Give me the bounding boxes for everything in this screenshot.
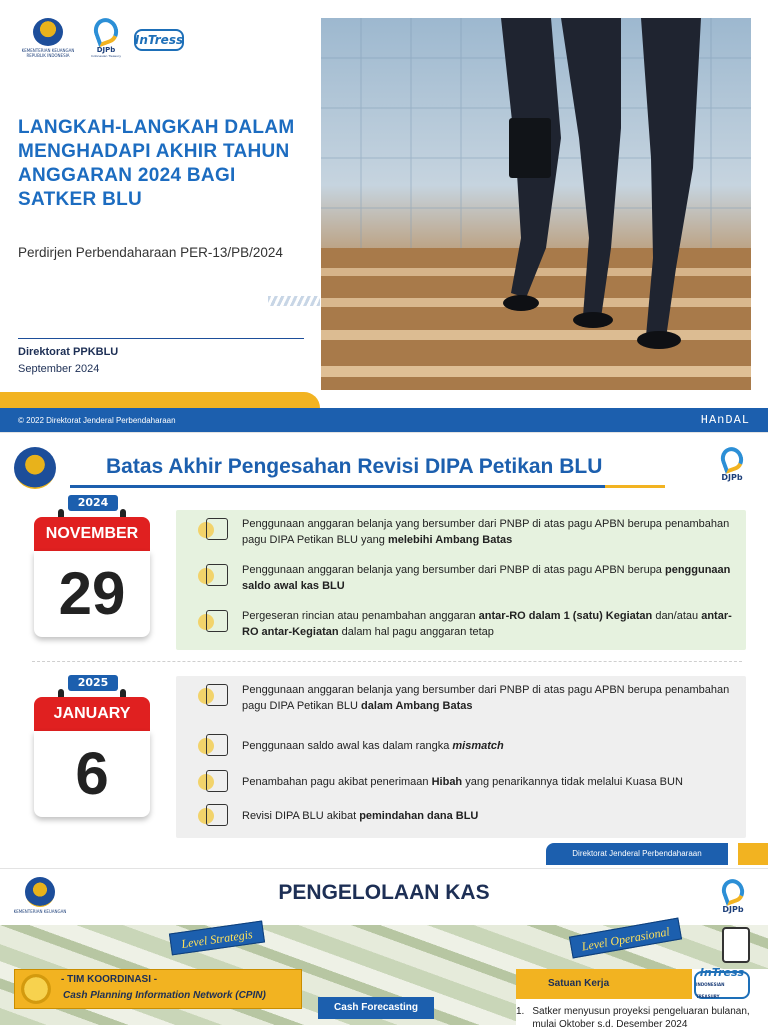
item-text: Penggunaan anggaran belanja yang bersumber dari PNBP di atas pagu APBN berupa penambahan pagu DIPA Petikan BLU yang melebihi Ambang Batas — [242, 518, 730, 546]
tim-koordinasi-heading: - TIM KOORDINASI - — [61, 974, 158, 985]
calendar-year: 2024 — [68, 495, 118, 511]
list-item — [516, 1005, 768, 1031]
list-item — [198, 802, 746, 830]
calendar-month: JANUARY — [34, 697, 150, 731]
cover-divider — [18, 338, 304, 339]
djpb-logo-text: DJPb — [722, 905, 744, 914]
list-item-text: Satker menyusun proyeksi pengeluaran bulanan, mulai Oktober s.d. Desember 2024 — [532, 1006, 750, 1030]
cover-date: September 2024 — [18, 363, 100, 375]
djpb-emblem-icon — [719, 876, 748, 906]
cash-management-slide — [0, 868, 768, 1030]
djpb-logo-subtext: Indonesian Treasury — [90, 54, 122, 58]
tim-koordinasi-box — [14, 969, 302, 1009]
decorative-stripes — [268, 296, 320, 306]
calendar-day: 29 — [34, 551, 150, 637]
logo-bar — [18, 18, 184, 62]
photo-illustration — [321, 18, 751, 390]
dollar-exchange-icon — [198, 802, 230, 830]
calendar-day: 6 — [34, 731, 150, 817]
footer-accent — [738, 843, 768, 865]
djpb-logo-text: DJPb — [721, 473, 743, 482]
item-text: Revisi DIPA BLU akibat pemindahan dana BLU — [242, 810, 479, 822]
djpb-logo-text: DJPb — [96, 46, 116, 54]
item-text: Penggunaan anggaran belanja yang bersumber dari PNBP di atas pagu APBN berupa penambahan pagu DIPA Petikan BLU dalam Ambang Batas — [242, 684, 730, 712]
calendar-november-29 — [34, 495, 150, 637]
intress-logo — [694, 966, 750, 999]
group-2024-panel — [176, 510, 746, 650]
footer-accent — [0, 392, 320, 408]
grant-icon — [198, 768, 230, 796]
title-underline — [70, 485, 605, 488]
cash-hand-icon — [198, 732, 230, 760]
kemenkeu-emblem-icon — [33, 18, 63, 46]
djpb-emblem-icon — [90, 15, 121, 48]
calendar-year: 2025 — [68, 675, 118, 691]
item-text: Pergeseran rincian atau penambahan anggaran antar-RO dalam 1 (satu) Kegiatan dan/atau antar-RO antar-Kegiatan dalam hal pagu anggaran tetap — [242, 610, 732, 638]
group-2025-panel — [176, 676, 746, 838]
list-item — [198, 732, 746, 760]
footer-copyright: © 2022 Direktorat Jenderal Perbendaharaan — [18, 415, 176, 425]
deadline-title: Batas Akhir Pengesahan Revisi DIPA Petikan BLU — [106, 455, 603, 478]
level-operasional-label: Level Operasional — [569, 918, 682, 959]
cash-register-icon — [198, 562, 230, 590]
section-separator — [32, 661, 742, 662]
level-strategis-label: Level Strategis — [169, 921, 265, 956]
list-item — [198, 768, 746, 796]
list-item — [198, 608, 746, 640]
cpin-label: Cash Planning Information Network (CPIN) — [63, 990, 266, 1001]
calendar-month: NOVEMBER — [34, 517, 150, 551]
slide-footer: Direktorat Jenderal Perbendaharaan — [546, 843, 728, 865]
money-transfer-icon — [198, 608, 230, 636]
cash-forecasting-label: Cash Forecasting — [318, 997, 434, 1019]
cover-subtitle: Perdirjen Perbendaharaan PER-13/PB/2024 — [18, 245, 283, 260]
cover-footer — [0, 408, 768, 432]
list-item — [198, 562, 746, 594]
satuan-kerja-box — [516, 966, 768, 1030]
item-text: Penggunaan anggaran belanja yang bersumber dari PNBP di atas pagu APBN berupa penggunaan saldo awal kas BLU — [242, 564, 731, 592]
cash-management-title: PENGELOLAAN KAS — [278, 881, 490, 904]
djpb-logo — [712, 879, 754, 923]
list-item — [198, 516, 746, 548]
cover-slide — [0, 0, 768, 432]
cover-directorate: Direktorat PPKBLU — [18, 346, 119, 358]
business-people-stairs-photo — [321, 18, 751, 390]
kemenkeu-logo-text: KEMENTERIAN KEUANGAN — [13, 909, 67, 914]
deadline-slide — [0, 432, 768, 868]
intress-logo-subtext: INDONESIAN TREASURY — [696, 982, 725, 999]
cover-title: LANGKAH-LANGKAH DALAM MENGHADAPI AKHIR TAHUN ANGGARAN 2024 BAGI SATKER BLU — [18, 117, 295, 210]
djpb-emblem-icon — [718, 444, 747, 474]
coin-icon — [21, 974, 51, 1004]
list-item — [198, 682, 746, 714]
djpb-logo — [712, 447, 752, 491]
list-item-number: 1. — [516, 1006, 525, 1017]
kemenkeu-logo-text: KEMENTERIAN KEUANGAN REPUBLIK INDONESIA — [21, 48, 75, 58]
item-text: Penggunaan saldo awal kas dalam rangka mismatch — [242, 740, 504, 752]
intress-logo-text: InTress — [699, 966, 745, 979]
handal-logo: HAnDAL — [700, 413, 750, 427]
calendar-january-6 — [34, 675, 150, 817]
intress-logo: InTress — [134, 29, 184, 51]
satuan-kerja-header: Satuan Kerja — [516, 969, 692, 999]
djpb-logo — [88, 18, 124, 62]
kemenkeu-logo — [18, 18, 78, 62]
chart-growth-icon — [198, 516, 230, 544]
title-underline-accent — [605, 485, 665, 488]
kemenkeu-emblem-icon — [14, 447, 56, 489]
calculator-icon — [722, 927, 750, 963]
item-text: Penambahan pagu akibat penerimaan Hibah yang penarikannya tidak melalui Kuasa BUN — [242, 776, 683, 788]
money-growth-icon — [198, 682, 230, 710]
